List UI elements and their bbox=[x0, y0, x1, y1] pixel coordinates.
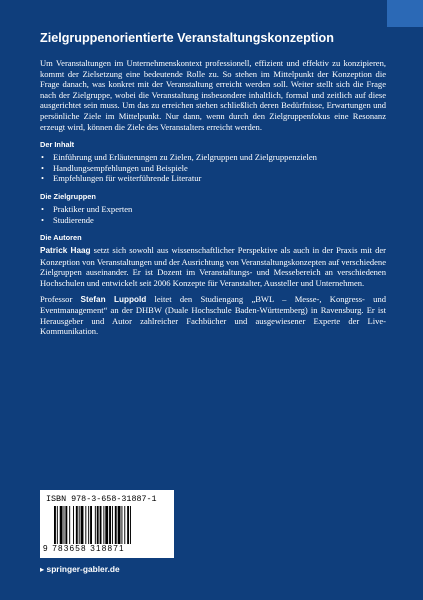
bullet-icon: • bbox=[41, 152, 44, 163]
target-groups-list bbox=[40, 204, 386, 225]
author-bio-haag: Patrick Haag setzt sich sowohl aus wissenschaftlicher Perspektive als auch in der Praxis mit der Konzeption von Veranstaltungen und der Ausrichtung von Veranstaltungskonzepten auf verschiedene Zielgruppen auseinander. Er ist Dozent im Veranstaltungs- und Messebereich an verschiedenen Hochschulen und entwickelt seit 2006 Konzepte für Veranstalter, Aussteller und Unternehmen. bbox=[40, 245, 387, 288]
list-item: • Studierende bbox=[41, 214, 94, 225]
bullet-icon: • bbox=[41, 162, 44, 173]
author-bio-luppold: Professor Stefan Luppold leitet den Studiengang „BWL – Messe-, Kongress- und Eventmanagement“ an der DHBW (Duale Hochschule Baden-Württemberg) in Ravensburg. Er ist Herausgeber und Autor zahlreicher Fachbücher und ausgewiesener Experte der Live-Kommunikation. bbox=[40, 293, 386, 337]
list-item: • Handlungsempfehlungen und Beispiele bbox=[41, 162, 188, 173]
authors-heading: Die Autoren bbox=[40, 233, 82, 243]
publisher-link[interactable]: ▸ springer-gabler.de bbox=[40, 564, 120, 574]
content-heading: Der Inhalt bbox=[40, 140, 75, 150]
bullet-icon: • bbox=[41, 214, 44, 225]
list-item: • Einführung und Erläuterungen zu Zielen, Zielgruppen und Zielgruppenzielen bbox=[41, 152, 317, 163]
barcode-digits: 9 783658 318871 bbox=[43, 544, 125, 553]
bullet-icon: • bbox=[41, 173, 44, 184]
isbn-label: ISBN 978-3-658-31887-1 bbox=[46, 494, 157, 504]
book-title: Zielgruppenorientierte Veranstaltungskonzeption bbox=[40, 31, 334, 45]
content-list bbox=[40, 152, 386, 184]
barcode-icon bbox=[54, 506, 166, 544]
isbn-barcode bbox=[40, 490, 174, 558]
author-name: Patrick Haag bbox=[40, 246, 91, 256]
list-item: • Empfehlungen für weiterführende Literatur bbox=[41, 173, 202, 184]
intro-paragraph: Um Veranstaltungen im Unternehmenskontext professionell, effizient und effektiv zu konzipieren, kommt der Zielsetzung eine bedeutende Rolle zu. So stehen im Mittelpunkt der Konzeption die Frage danach, was konkret mit der Veranstaltung erreicht werden soll. Weiter stellt sich die Frage nach der Zielgruppe, wobei die Veranstaltung insbesondere inhaltlich, formal und zeitlich auf diese ausgerichtet sein muss. Um das zu erreichen stehen schließlich deren Bedürfnisse, Erwartungen und persönliche Ziele im Mittelpunkt. Nur dann, wenn durch den Zielgruppenfokus eine Resonanz erzeugt wird, können die Ziele des Veranstalters erreicht werden. bbox=[40, 58, 386, 132]
target-groups-heading: Die Zielgruppen bbox=[40, 191, 96, 201]
author-name: Stefan Luppold bbox=[80, 294, 147, 304]
list-item: • Praktiker und Experten bbox=[41, 203, 133, 214]
spine-color-strip bbox=[387, 0, 423, 27]
bullet-icon: • bbox=[41, 203, 44, 214]
cover-text bbox=[40, 58, 386, 337]
